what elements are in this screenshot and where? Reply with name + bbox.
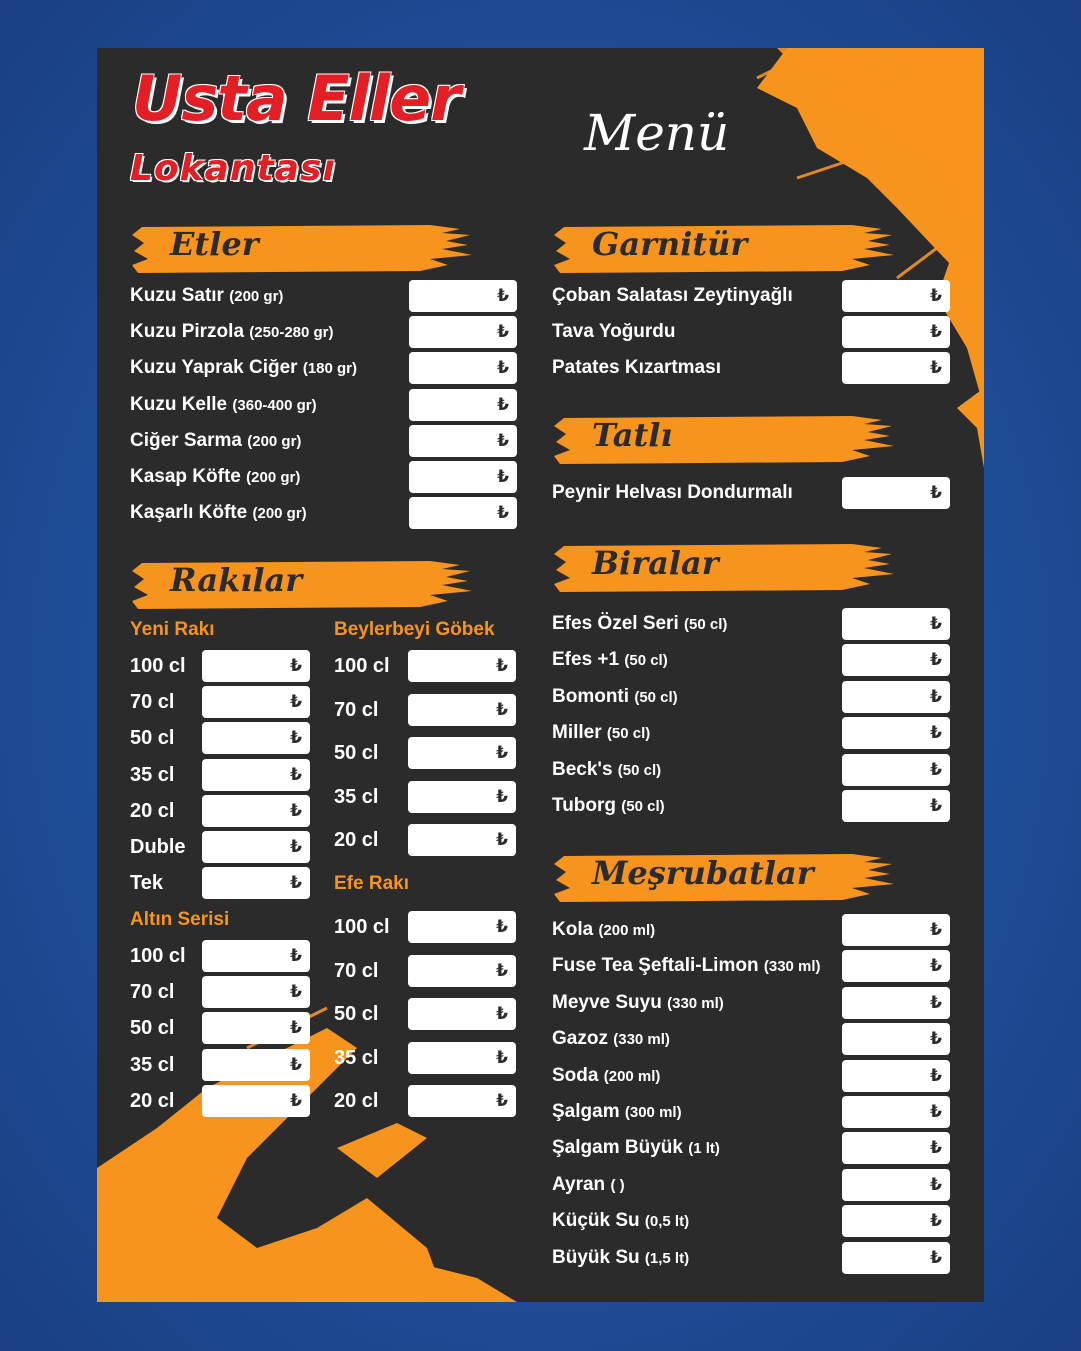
- menu-item-biralar: [552, 794, 665, 819]
- section-header-garnitur: [552, 221, 897, 277]
- menu-item-biralar: [552, 758, 661, 783]
- price-field-altin-serisi[interactable]: [202, 940, 310, 972]
- item-size: (200 ml): [598, 922, 656, 939]
- lira-icon: ₺: [930, 650, 942, 669]
- raki-size-altin-serisi: 100 cl: [130, 945, 186, 967]
- price-field-etler[interactable]: [409, 425, 517, 457]
- price-field-etler[interactable]: [409, 497, 517, 529]
- item-size: (1 lt): [688, 1140, 720, 1157]
- lira-icon: ₺: [930, 920, 942, 939]
- menu-item-etler: [130, 501, 307, 526]
- raki-size-yeni-raki: Tek: [130, 872, 163, 894]
- price-field-garnitur[interactable]: [842, 280, 950, 312]
- price-field-mesrubatlar[interactable]: [842, 1169, 950, 1201]
- raki-size-beylerbeyi: 35 cl: [334, 786, 379, 808]
- price-field-yeni-raki[interactable]: [202, 759, 310, 791]
- lira-icon: ₺: [930, 760, 942, 779]
- lira-icon: ₺: [290, 656, 302, 675]
- menu-heading: Menü: [584, 104, 730, 162]
- lira-icon: ₺: [497, 467, 509, 486]
- item-name: Ayran: [552, 1174, 606, 1195]
- subheading-efe-raki: Efe Rakı: [334, 873, 409, 894]
- lira-icon: ₺: [496, 743, 508, 762]
- price-field-efe-raki[interactable]: [408, 1042, 516, 1074]
- lira-icon: ₺: [290, 728, 302, 747]
- item-name: Kasap Köfte: [130, 466, 241, 487]
- price-field-mesrubatlar[interactable]: [842, 987, 950, 1019]
- lira-icon: ₺: [497, 395, 509, 414]
- item-name: Çoban Salatası Zeytinyağlı: [552, 285, 793, 306]
- item-name: Efes +1: [552, 649, 620, 670]
- item-size: ( ): [610, 1177, 625, 1194]
- lira-icon: ₺: [930, 1175, 942, 1194]
- menu-item-biralar: [552, 612, 727, 637]
- item-name: Şalgam: [552, 1101, 620, 1122]
- menu-item-mesrubatlar: [552, 1246, 689, 1271]
- section-title-garnitur: Garnitür: [592, 225, 748, 263]
- section-title-tatli: Tatlı: [592, 416, 673, 454]
- section-title-rakilar: Rakılar: [170, 561, 303, 599]
- lira-icon: ₺: [497, 322, 509, 341]
- menu-item-etler: [130, 465, 300, 490]
- raki-size-efe-raki: 50 cl: [334, 1003, 379, 1025]
- section-header-tatli: [552, 412, 897, 468]
- lira-icon: ₺: [930, 614, 942, 633]
- menu-board: [97, 48, 984, 1302]
- section-header-etler: [130, 221, 475, 277]
- item-size: (50 cl): [624, 652, 668, 669]
- price-field-efe-raki[interactable]: [408, 998, 516, 1030]
- price-field-efe-raki[interactable]: [408, 911, 516, 943]
- raki-size-yeni-raki: 100 cl: [130, 655, 186, 677]
- price-field-mesrubatlar[interactable]: [842, 1023, 950, 1055]
- price-field-efe-raki[interactable]: [408, 955, 516, 987]
- price-field-mesrubatlar[interactable]: [842, 950, 950, 982]
- raki-size-beylerbeyi: 70 cl: [334, 699, 379, 721]
- price-field-mesrubatlar[interactable]: [842, 1242, 950, 1274]
- item-name: Kuzu Pirzola: [130, 321, 245, 342]
- menu-item-etler: [130, 284, 283, 309]
- item-size: (200 gr): [246, 469, 301, 486]
- lira-icon: ₺: [497, 431, 509, 450]
- lira-icon: ₺: [930, 358, 942, 377]
- item-size: (250-280 gr): [249, 324, 334, 341]
- menu-item-mesrubatlar: [552, 1027, 670, 1052]
- item-name: Şalgam Büyük: [552, 1137, 683, 1158]
- price-field-beylerbeyi[interactable]: [408, 781, 516, 813]
- menu-item-mesrubatlar: [552, 918, 655, 943]
- price-field-altin-serisi[interactable]: [202, 1085, 310, 1117]
- lira-icon: ₺: [497, 358, 509, 377]
- lira-icon: ₺: [496, 787, 508, 806]
- section-header-mesrubatlar: [552, 850, 897, 906]
- menu-item-etler: [130, 356, 357, 381]
- lira-icon: ₺: [290, 765, 302, 784]
- item-name: Küçük Su: [552, 1210, 640, 1231]
- section-title-mesrubatlar: Meşrubatlar: [592, 854, 814, 892]
- lira-icon: ₺: [290, 801, 302, 820]
- lira-icon: ₺: [496, 1004, 508, 1023]
- price-field-yeni-raki[interactable]: [202, 795, 310, 827]
- item-size: (200 gr): [229, 288, 284, 305]
- lira-icon: ₺: [290, 946, 302, 965]
- item-name: Kuzu Satır: [130, 285, 224, 306]
- section-title-etler: Etler: [170, 225, 259, 263]
- lira-icon: ₺: [290, 692, 302, 711]
- section-title-biralar: Biralar: [592, 544, 719, 582]
- price-field-tatli[interactable]: [842, 477, 950, 509]
- menu-item-biralar: [552, 648, 668, 673]
- menu-item-mesrubatlar: [552, 1100, 682, 1125]
- price-field-mesrubatlar[interactable]: [842, 914, 950, 946]
- lira-icon: ₺: [930, 483, 942, 502]
- item-name: Büyük Su: [552, 1247, 640, 1268]
- menu-item-mesrubatlar: [552, 1064, 660, 1089]
- menu-item-garnitur: [552, 320, 676, 345]
- raki-size-yeni-raki: 70 cl: [130, 691, 175, 713]
- menu-item-etler: [130, 320, 334, 345]
- menu-item-mesrubatlar: [552, 954, 821, 979]
- raki-size-efe-raki: 35 cl: [334, 1047, 379, 1069]
- raki-size-altin-serisi: 35 cl: [130, 1054, 175, 1076]
- price-field-altin-serisi[interactable]: [202, 976, 310, 1008]
- menu-item-mesrubatlar: [552, 1173, 625, 1198]
- menu-item-mesrubatlar: [552, 1209, 689, 1234]
- section-header-rakilar: [130, 557, 475, 613]
- price-field-etler[interactable]: [409, 280, 517, 312]
- item-name: Peynir Helvası Dondurmalı: [552, 482, 793, 503]
- price-field-yeni-raki[interactable]: [202, 722, 310, 754]
- lira-icon: ₺: [930, 687, 942, 706]
- item-name: Ciğer Sarma: [130, 430, 242, 451]
- item-name: Tuborg: [552, 795, 617, 816]
- raki-size-altin-serisi: 50 cl: [130, 1017, 175, 1039]
- lira-icon: ₺: [496, 700, 508, 719]
- item-name: Kuzu Yaprak Ciğer: [130, 357, 298, 378]
- item-name: Kola: [552, 919, 594, 940]
- menu-item-garnitur: [552, 356, 721, 381]
- item-size: (330 ml): [667, 995, 724, 1012]
- price-field-biralar[interactable]: [842, 790, 950, 822]
- price-field-beylerbeyi[interactable]: [408, 737, 516, 769]
- item-size: (0,5 lt): [644, 1213, 690, 1230]
- item-size: (180 gr): [302, 360, 358, 377]
- raki-size-yeni-raki: 35 cl: [130, 764, 175, 786]
- restaurant-name: Usta Eller: [132, 62, 460, 135]
- raki-size-altin-serisi: 20 cl: [130, 1090, 175, 1112]
- price-field-biralar[interactable]: [842, 681, 950, 713]
- lira-icon: ₺: [290, 873, 302, 892]
- lira-icon: ₺: [930, 1138, 942, 1157]
- item-size: (50 cl): [617, 762, 662, 779]
- price-field-biralar[interactable]: [842, 754, 950, 786]
- price-field-biralar[interactable]: [842, 644, 950, 676]
- item-name: Tava Yoğurdu: [552, 321, 676, 342]
- price-field-yeni-raki[interactable]: [202, 686, 310, 718]
- price-field-mesrubatlar[interactable]: [842, 1205, 950, 1237]
- item-size: (360-400 gr): [232, 397, 317, 414]
- menu-item-etler: [130, 393, 317, 418]
- item-name: Gazoz: [552, 1028, 608, 1049]
- price-field-altin-serisi[interactable]: [202, 1049, 310, 1081]
- lira-icon: ₺: [497, 286, 509, 305]
- lira-icon: ₺: [290, 1055, 302, 1074]
- price-field-beylerbeyi[interactable]: [408, 650, 516, 682]
- lira-icon: ₺: [496, 830, 508, 849]
- raki-size-efe-raki: 70 cl: [334, 960, 379, 982]
- item-size: (1,5 lt): [644, 1250, 690, 1267]
- lira-icon: ₺: [930, 1102, 942, 1121]
- menu-item-biralar: [552, 721, 650, 746]
- raki-size-yeni-raki: Duble: [130, 836, 186, 858]
- lira-icon: ₺: [930, 1066, 942, 1085]
- menu-item-etler: [130, 429, 301, 454]
- raki-size-yeni-raki: 50 cl: [130, 727, 175, 749]
- lira-icon: ₺: [496, 961, 508, 980]
- price-field-efe-raki[interactable]: [408, 1085, 516, 1117]
- menu-item-tatli: [552, 481, 793, 506]
- item-name: Kaşarlı Köfte: [130, 502, 248, 523]
- price-field-garnitur[interactable]: [842, 352, 950, 384]
- raki-size-efe-raki: 20 cl: [334, 1090, 379, 1112]
- item-name: Bomonti: [552, 686, 630, 707]
- lira-icon: ₺: [930, 796, 942, 815]
- item-name: Fuse Tea Şeftali-Limon: [552, 955, 759, 976]
- lira-icon: ₺: [930, 1029, 942, 1048]
- lira-icon: ₺: [497, 503, 509, 522]
- item-size: (200 gr): [247, 433, 302, 450]
- menu-item-garnitur: [552, 284, 793, 309]
- subheading-beylerbeyi-gobek: Beylerbeyi Göbek: [334, 619, 495, 640]
- price-field-biralar[interactable]: [842, 608, 950, 640]
- price-field-mesrubatlar[interactable]: [842, 1132, 950, 1164]
- price-field-mesrubatlar[interactable]: [842, 1096, 950, 1128]
- section-header-biralar: [552, 540, 897, 596]
- lira-icon: ₺: [496, 917, 508, 936]
- price-field-yeni-raki[interactable]: [202, 867, 310, 899]
- item-name: Kuzu Kelle: [130, 394, 228, 415]
- menu-item-biralar: [552, 685, 678, 710]
- raki-size-beylerbeyi: 50 cl: [334, 742, 379, 764]
- price-field-biralar[interactable]: [842, 717, 950, 749]
- price-field-beylerbeyi[interactable]: [408, 694, 516, 726]
- restaurant-subtitle: Lokantası: [130, 148, 336, 189]
- price-field-yeni-raki[interactable]: [202, 650, 310, 682]
- subheading-yeni-raki: Yeni Rakı: [130, 619, 215, 640]
- lira-icon: ₺: [290, 1018, 302, 1037]
- menu-item-mesrubatlar: [552, 991, 724, 1016]
- lira-icon: ₺: [290, 837, 302, 856]
- price-field-mesrubatlar[interactable]: [842, 1060, 950, 1092]
- raki-size-efe-raki: 100 cl: [334, 916, 390, 938]
- item-size: (50 cl): [634, 689, 678, 706]
- item-name: Meyve Suyu: [552, 992, 662, 1013]
- lira-icon: ₺: [930, 322, 942, 341]
- raki-size-altin-serisi: 70 cl: [130, 981, 175, 1003]
- lira-icon: ₺: [496, 656, 508, 675]
- item-name: Miller: [552, 722, 602, 743]
- item-size: (50 cl): [621, 798, 665, 815]
- item-name: Patates Kızartması: [552, 357, 721, 378]
- item-size: (330 ml): [763, 958, 821, 975]
- item-size: (50 cl): [684, 616, 728, 633]
- raki-size-beylerbeyi: 20 cl: [334, 829, 379, 851]
- lira-icon: ₺: [930, 1248, 942, 1267]
- item-size: (300 ml): [624, 1104, 682, 1121]
- price-field-beylerbeyi[interactable]: [408, 824, 516, 856]
- price-field-yeni-raki[interactable]: [202, 831, 310, 863]
- lira-icon: ₺: [930, 993, 942, 1012]
- lira-icon: ₺: [930, 956, 942, 975]
- lira-icon: ₺: [290, 982, 302, 1001]
- item-size: (200 gr): [252, 505, 307, 522]
- item-name: Efes Özel Seri: [552, 613, 679, 634]
- price-field-etler[interactable]: [409, 461, 517, 493]
- item-name: Soda: [552, 1065, 599, 1086]
- subheading-altin-serisi: Altın Serisi: [130, 909, 230, 930]
- raki-size-beylerbeyi: 100 cl: [334, 655, 390, 677]
- raki-size-yeni-raki: 20 cl: [130, 800, 175, 822]
- item-size: (50 cl): [606, 725, 651, 742]
- price-field-etler[interactable]: [409, 352, 517, 384]
- price-field-etler[interactable]: [409, 389, 517, 421]
- lira-icon: ₺: [930, 1211, 942, 1230]
- price-field-garnitur[interactable]: [842, 316, 950, 348]
- lira-icon: ₺: [496, 1091, 508, 1110]
- lira-icon: ₺: [930, 723, 942, 742]
- lira-icon: ₺: [290, 1091, 302, 1110]
- lira-icon: ₺: [930, 286, 942, 305]
- price-field-altin-serisi[interactable]: [202, 1012, 310, 1044]
- price-field-etler[interactable]: [409, 316, 517, 348]
- lira-icon: ₺: [496, 1048, 508, 1067]
- item-size: (200 ml): [603, 1068, 661, 1085]
- item-size: (330 ml): [613, 1031, 670, 1048]
- item-name: Beck's: [552, 759, 613, 780]
- menu-item-mesrubatlar: [552, 1136, 720, 1161]
